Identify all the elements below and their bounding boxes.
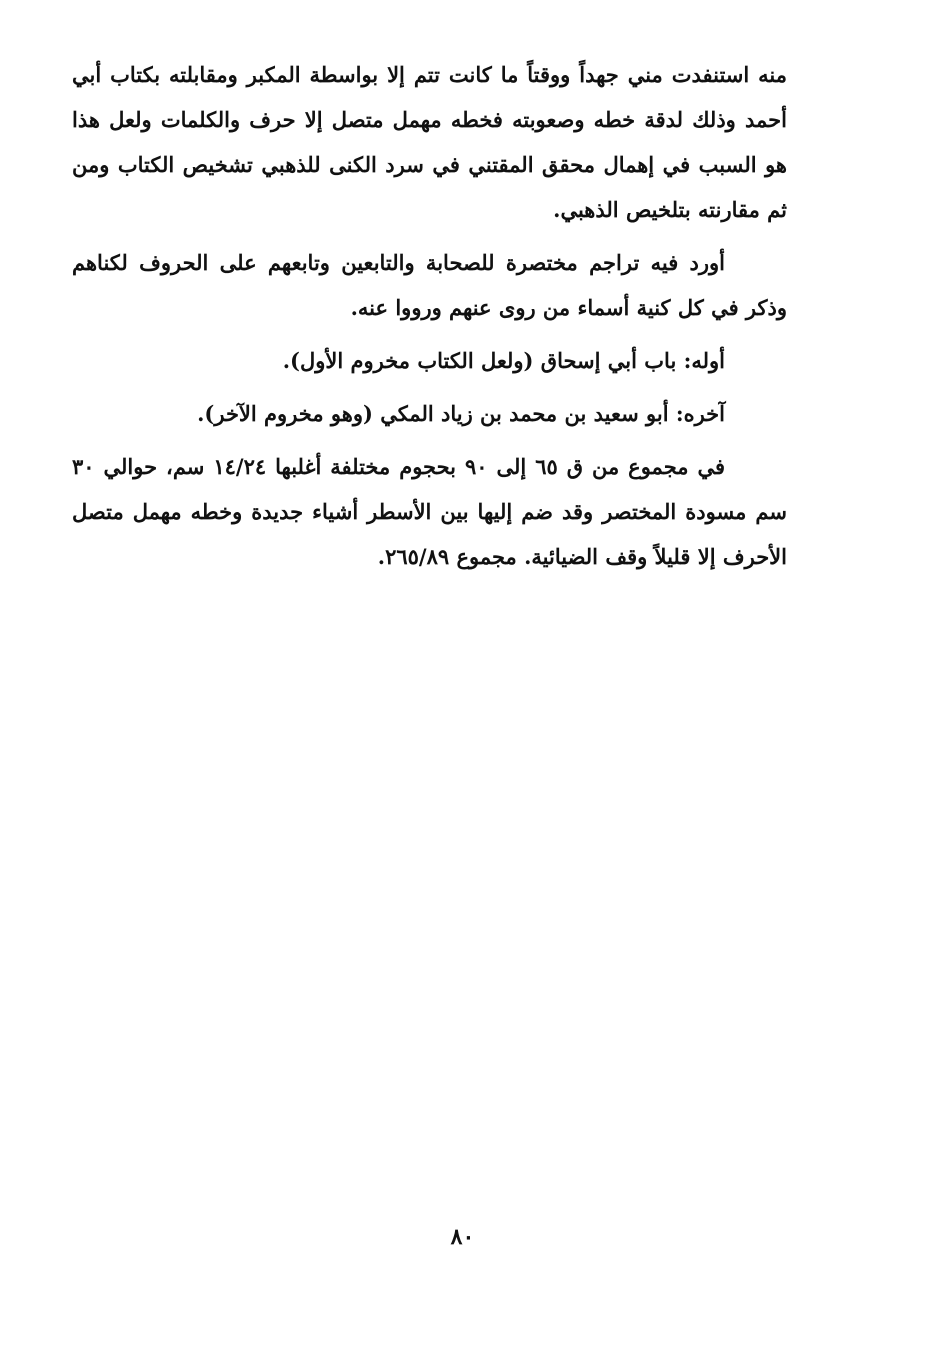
paragraph-beginning: أوله: باب أبي إسحاق (ولعل الكتاب مخروم الأول). xyxy=(282,348,725,373)
paragraph-collection-details: في مجموع من ق ٦٥ إلى ٩٠ بحجوم مختلفة أغلبها ١٤/٢٤ سم، حوالي ٣٠ سم مسودة المختصر وقد ضم إليها بين الأسطر أشياء جديدة وخطه مهمل متصل الأحرف إلا قليلاً وقف الضيائية. مجموع ٢٦٥/٨٩. xyxy=(72,454,787,569)
page-number: ٨٠ xyxy=(450,1224,475,1250)
paragraph-manuscript-description: منه استنفدت مني جهداً ووقتاً ما كانت تتم إلا بواسطة المكبر ومقابلته بكتاب أبي أحمد وذلك لدقة خطه وصعوبته فخطه مهمل متصل إلا حرف والكلمات ولعل هذا هو السبب في إهمال محقق المقتني في سرد الكنى للذهبي تشخيص الكتاب ومن ثم مقارنته بتلخيص الذهبي. xyxy=(72,62,787,222)
page-body xyxy=(72,52,787,587)
paragraph-contents: أورد فيه تراجم مختصرة للصحابة والتابعين وتابعهم على الحروف لكناهم وذكر في كل كنية أسماء من روى عنهم ورووا عنه. xyxy=(72,250,787,320)
paragraph-ending: آخره: أبو سعيد بن محمد بن زياد المكي (وهو مخروم الآخر). xyxy=(197,401,725,426)
